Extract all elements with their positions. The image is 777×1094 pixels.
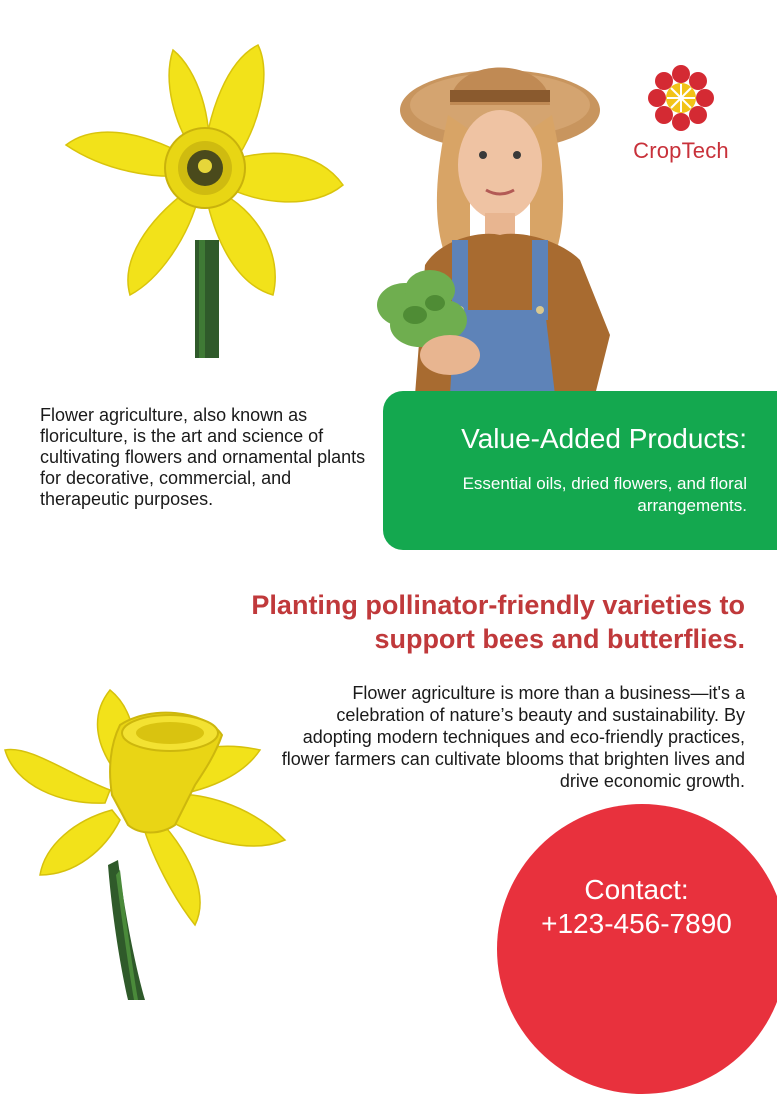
contact-phone[interactable]: +123-456-7890: [541, 908, 732, 939]
flower-logo-icon: [645, 62, 717, 134]
contact-label: Contact:: [584, 874, 689, 905]
body-paragraph: Flower agriculture is more than a business—it's a celebration of nature’s beauty and sustainability. By adopting modern techniques and eco-friendly practices, flower farmers can cultivate blooms that brighten lives and drive economic growth.: [281, 683, 745, 791]
contact-circle-background: [497, 804, 777, 1094]
daffodil-image-bottom: [0, 685, 300, 1000]
pollinator-headline: Planting pollinator-friendly varieties to support bees and butterflies.: [251, 590, 745, 654]
intro-paragraph: Flower agriculture, also known as floriculture, is the art and science of cultivating flowers and ornamental plants for decorative, commercial, and therapeutic purposes.: [40, 405, 366, 509]
croptech-logo: [622, 62, 740, 172]
value-box-title: Value-Added Products:: [461, 423, 747, 454]
daffodil-image-top: [58, 40, 358, 360]
value-box-description: Essential oils, dried flowers, and floral arrangements.: [462, 474, 747, 515]
brand-name: CropTech: [633, 138, 729, 163]
farmer-woman-image: [360, 35, 650, 395]
contact-block: [510, 873, 763, 941]
value-added-box: [383, 391, 777, 550]
